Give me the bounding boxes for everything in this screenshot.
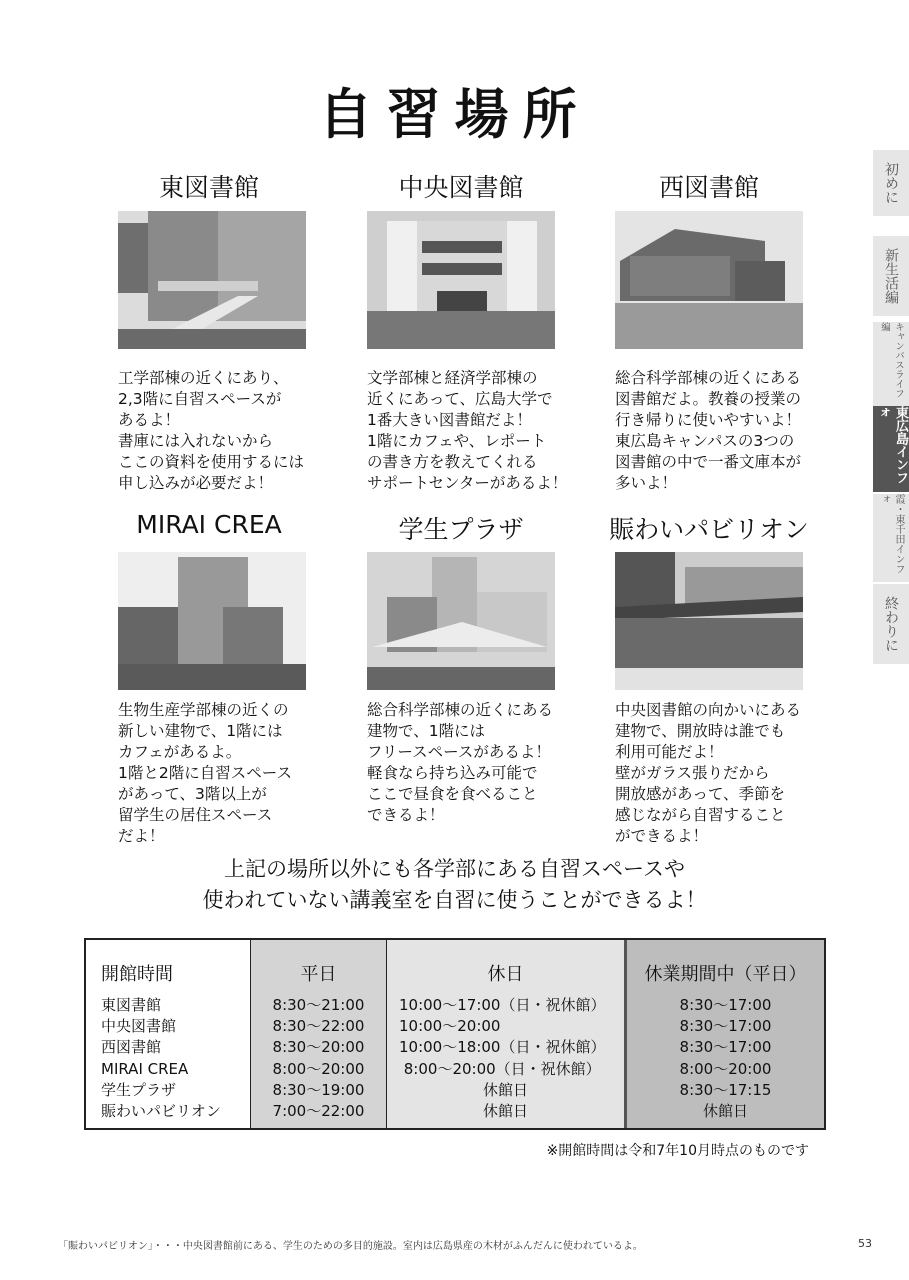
side-tab-new-life[interactable]: 新生活編: [873, 236, 909, 316]
hours-library-name: MIRAI CREA: [101, 1059, 189, 1078]
vacation-header: 休業期間中（平日）: [644, 964, 807, 985]
library-description: 総合科学部棟の近くにある 建物で、1階には フリースペースがあるよ！ 軽食なら持ち込み可能で ここで昼食を食べること できるよ！: [367, 701, 554, 824]
side-tab-higashihiroshima[interactable]: 東広島インフォ: [873, 406, 909, 492]
library-description: 文学部棟と経済学部棟の 近くにあって、広島大学で 1番大きい図書館だよ！ 1階にカフェや、レポート の書き方を教えてくれる サポートセンターがあるよ！: [367, 369, 568, 492]
library-name: 中央図書館: [398, 173, 524, 202]
hours-header-label: 開館時間: [101, 964, 173, 985]
vacation-hours: 8:30〜17:15: [679, 1080, 772, 1099]
holiday-hours: 8:00〜20:00（日・祝休館）: [399, 1059, 601, 1078]
hours-library-name: 学生プラザ: [101, 1080, 177, 1099]
library-photo: [615, 211, 803, 349]
holiday-hours: 10:00〜20:00: [399, 1017, 501, 1036]
library-description: 総合科学部棟の近くにある 図書館だよ。教養の授業の 行き帰りに使いやすいよ！ 東広島キャンパスの3つの 図書館の中で一番文庫本が 多いよ！: [615, 369, 802, 492]
hours-vacation-column: [627, 940, 824, 1128]
library-description: 工学部棟の近くにあり、 2,3階に自習スペースが あるよ！ 書庫には入れないから ここの資料を使用するには 申し込みが必要だよ！: [118, 369, 305, 492]
library-photo: [367, 211, 555, 349]
weekday-header: 平日: [300, 964, 337, 985]
holiday-header: 休日: [487, 964, 524, 985]
weekday-hours: 8:30〜19:00: [272, 1080, 365, 1099]
library-photo: [615, 552, 803, 690]
weekday-hours: 8:30〜21:00: [272, 996, 365, 1014]
side-tab-closing[interactable]: 終わりに: [873, 584, 909, 664]
side-tab-kasumi-higashisenda[interactable]: 霞・東千田インフォ: [873, 494, 909, 582]
hours-weekday-column: [251, 940, 387, 1128]
vacation-hours: 8:30〜17:00: [679, 1038, 772, 1057]
library-description: 生物生産学部棟の近くの 新しい建物で、1階には カフェがあるよ。 1階と2階に自習スペース があって、3階以上が 留学生の居住スペース だよ！: [118, 701, 292, 845]
vacation-hours: 8:30〜17:00: [679, 1017, 772, 1036]
weekday-hours: 7:00〜22:00: [272, 1101, 365, 1120]
weekday-hours: 8:30〜22:00: [272, 1017, 365, 1036]
footnote: 「賑わいパビリオン」・・・中央図書館前にある、学生のための多目的施設。室内は広島県産の木材がふんだんに使われているよ。: [58, 1241, 643, 1252]
side-tab-intro[interactable]: 初めに: [873, 150, 909, 216]
side-tab-campus-life[interactable]: キャンパスライフ編: [873, 322, 909, 406]
library-photo: [367, 552, 555, 690]
hours-library-name: 西図書館: [101, 1038, 162, 1057]
weekday-hours: 8:00〜20:00: [272, 1059, 365, 1078]
hours-library-name: 中央図書館: [101, 1017, 177, 1036]
vacation-hours: 8:00〜20:00: [679, 1059, 772, 1078]
weekday-hours: 8:30〜20:00: [272, 1038, 365, 1057]
page-title: 自習場所: [318, 83, 591, 146]
library-name: 東図書館: [158, 173, 259, 202]
notice-text: 上記の場所以外にも各学部にある自習スペースや 使われていない講義室を自習に使うことができるよ！: [202, 857, 707, 912]
library-name: MIRAI CREA: [136, 510, 282, 539]
library-photo: [118, 211, 306, 349]
library-description: 中央図書館の向かいにある 建物で、開放時は誰でも 利用可能だよ！ 壁がガラス張りだから 開放感があって、季節を 感じながら自習すること ができるよ！: [615, 701, 802, 845]
holiday-hours: 10:00〜18:00（日・祝休館）: [399, 1038, 606, 1057]
hours-library-name: 賑わいパビリオン: [101, 1101, 221, 1120]
hours-note: ※開館時間は令和7年10月時点のものです: [546, 1143, 809, 1159]
hours-holiday-column: [387, 940, 627, 1128]
library-photo: [118, 552, 306, 690]
holiday-hours: 10:00〜17:00（日・祝休館）: [399, 996, 606, 1014]
library-name: 西図書館: [658, 173, 759, 202]
vacation-hours: 8:30〜17:00: [679, 996, 772, 1014]
library-name: 学生プラザ: [398, 515, 524, 544]
hours-library-name: 東図書館: [101, 996, 162, 1014]
hours-names-column: [86, 940, 251, 1128]
library-name: 賑わいパビリオン: [609, 515, 809, 544]
page-number: 53: [858, 1237, 872, 1250]
holiday-hours: 休館日: [482, 1080, 528, 1099]
vacation-hours: 休館日: [702, 1101, 748, 1120]
holiday-hours: 休館日: [482, 1101, 528, 1120]
hours-table: [84, 938, 826, 1130]
